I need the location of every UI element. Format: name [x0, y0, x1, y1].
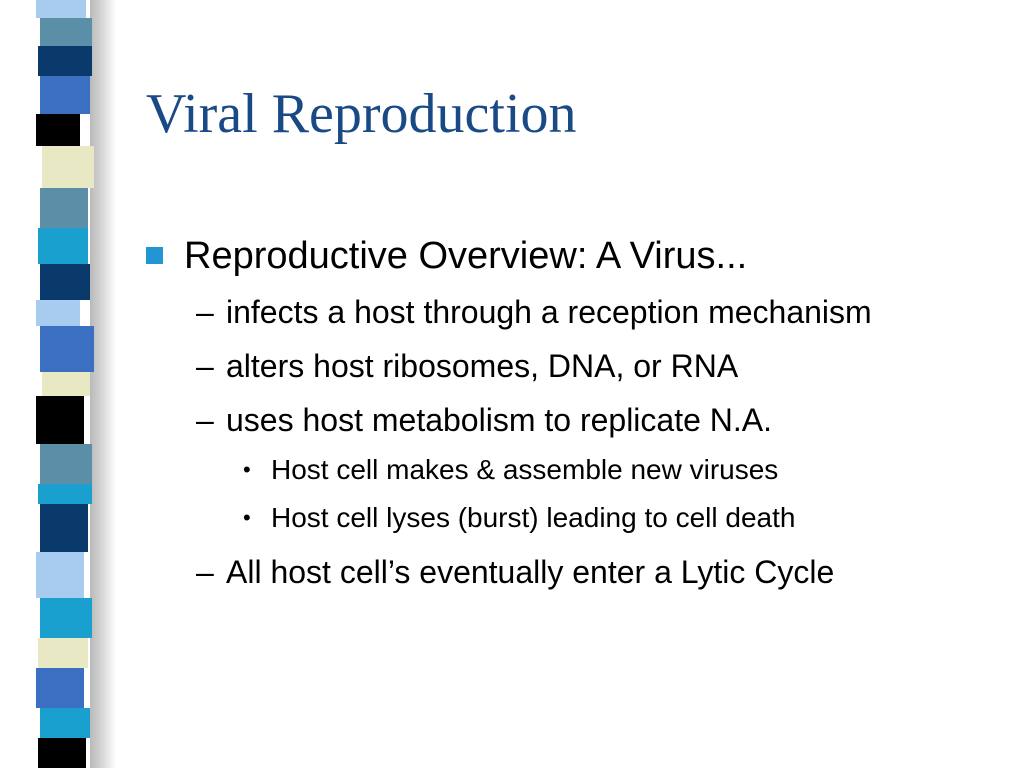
decorative-stripe-band	[36, 0, 92, 768]
dash-marker: –	[196, 402, 214, 438]
bullet-level-2	[146, 290, 1006, 334]
stripe-shadow	[90, 0, 116, 768]
stripe-segment	[38, 638, 88, 668]
dot-marker: •	[243, 505, 251, 530]
stripe-segment	[40, 708, 90, 738]
dash-marker: –	[196, 348, 214, 384]
stripe-segment	[40, 76, 90, 114]
stripe-segment	[38, 228, 88, 264]
stripe-segment	[36, 300, 80, 326]
bullet-text: Reproductive Overview: A Virus...	[184, 235, 748, 277]
bullet-level-3	[146, 500, 1006, 536]
stripe-segment	[42, 146, 94, 188]
dot-marker: •	[243, 457, 251, 482]
bullet-level-2	[146, 344, 1006, 388]
stripe-segment	[40, 188, 88, 228]
bullet-level-2	[146, 398, 1006, 442]
bullet-text: All host cell’s eventually enter a Lytic Cycle	[226, 554, 835, 590]
stripe-segment	[40, 264, 90, 300]
stripe-segment	[36, 0, 86, 18]
stripe-segment	[38, 484, 92, 504]
stripe-segment	[38, 46, 92, 76]
square-bullet-icon	[146, 247, 163, 264]
stripe-segment	[36, 552, 84, 598]
dash-marker: –	[196, 554, 214, 590]
stripe-segment	[38, 738, 86, 768]
bullet-level-1	[146, 230, 1006, 282]
dash-marker: –	[196, 294, 214, 330]
bullet-text: alters host ribosomes, DNA, or RNA	[226, 348, 739, 384]
stripe-segment	[42, 372, 90, 396]
stripe-segment	[40, 18, 92, 46]
bullet-level-2	[146, 550, 1006, 594]
bullet-text: Host cell makes & assemble new viruses	[271, 454, 779, 485]
bullet-text: uses host metabolism to replicate N.A.	[226, 402, 773, 438]
slide-body	[146, 230, 1006, 594]
bullet-text: infects a host through a reception mechanism	[226, 294, 872, 330]
slide-title: Viral Reproduction	[146, 83, 577, 145]
stripe-segment	[36, 114, 80, 146]
bullet-text: Host cell lyses (burst) leading to cell death	[271, 502, 796, 533]
stripe-segment	[40, 504, 88, 552]
stripe-segment	[36, 668, 84, 708]
stripe-segment	[40, 598, 92, 638]
stripe-segment	[40, 444, 92, 484]
bullet-level-3	[146, 452, 1006, 488]
stripe-segment	[36, 396, 84, 444]
stripe-segment	[40, 326, 94, 372]
